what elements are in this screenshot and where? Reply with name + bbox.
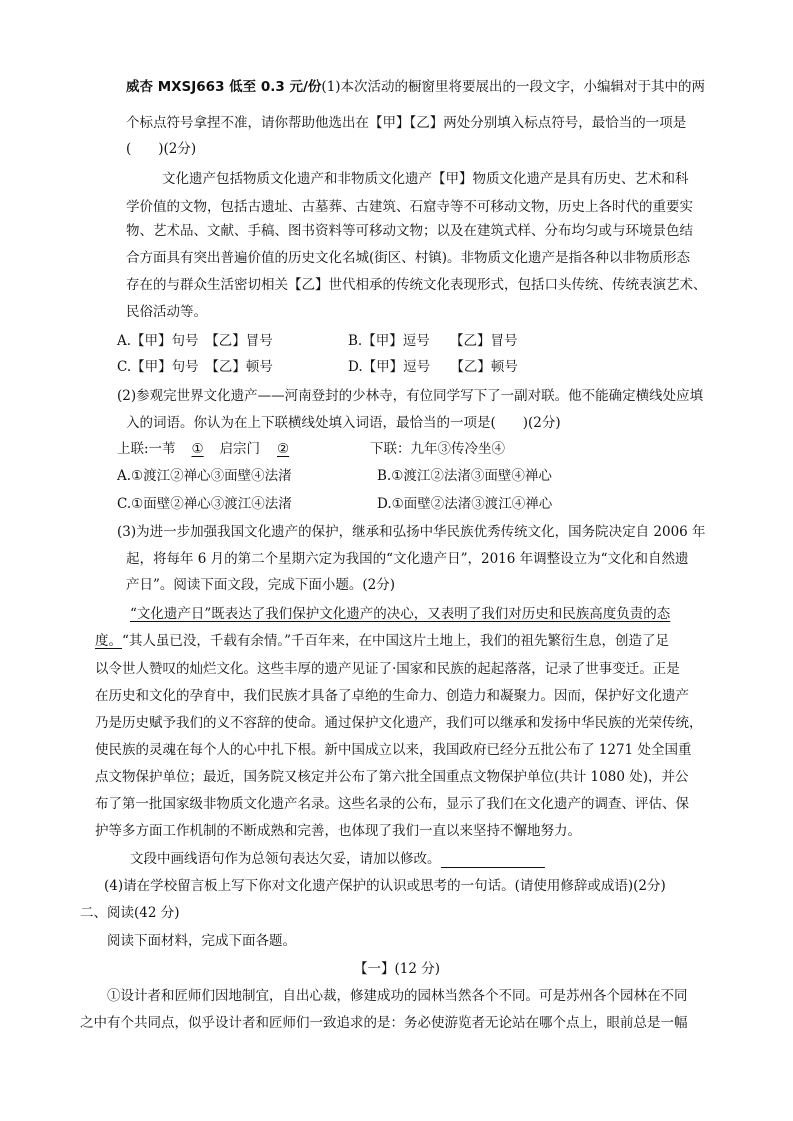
- q1-passage-line: 民俗活动等。: [126, 304, 207, 320]
- q2-option-c: C.①面壁②禅心③渡江④法渚: [117, 496, 292, 512]
- q3-passage-line: 在历史和文化的孕育中，我们民族才具备了卓绝的生命力、创造力和凝聚力。因而，保护好文化遗产: [95, 688, 689, 704]
- reading-line: 之中有个共同点，似乎设计者和匠师们一致追求的是：务必使游览者无论站在哪个点上，眼前总是一幅: [80, 1015, 688, 1031]
- q1-line2: 个标点符号拿捏不准，请你帮助他选出在【甲】【乙】两处分别填入标点符号，最恰当的一项是: [126, 115, 687, 131]
- q3-task: [130, 850, 545, 868]
- underlined-sentence: “文化遗产日”既表达了我们保护文化遗产的决心，又表明了我们对历史和民族高度负责的态: [130, 606, 671, 622]
- q2-option-a: A.①渡江②禅心③面壁④法渚: [117, 468, 292, 484]
- blank-2: ②: [277, 441, 290, 457]
- blank-1: ①: [191, 441, 204, 457]
- underlined-sentence-end: 度。: [95, 633, 122, 649]
- q2-line1: (2)参观完世界文化遗产——河南登封的少林寺，有位同学写下了一副对联。他不能确定横线处应填: [117, 388, 704, 404]
- q3-passage-line: 布了第一批国家级非物质文化遗产名录。这些名录的公布，显示了我们在文化遗产的调查、评估、保: [95, 796, 689, 812]
- q1-passage-line: 学价值的文物，包括古遗址、古墓葬、古建筑、石窟寺等不可移动文物，历史上各时代的重要实: [126, 199, 693, 215]
- answer-blank[interactable]: [441, 853, 545, 868]
- couplet-upper: [117, 440, 306, 458]
- q3-passage-line: 点文物保护单位；最近，国务院又核定并公布了第六批全国重点文物保护单位(共计 1080 处)，并公: [95, 769, 689, 785]
- q1-line3: ( )(2分): [126, 141, 197, 157]
- q2-option-d: D.①面壁②法渚③渡江④禅心: [377, 496, 553, 512]
- q2-line2: 入的词语。你认为在上下联横线处填入词语，最恰当的一项是( )(2分): [126, 415, 561, 431]
- q3-line1: (3)为进一步加强我国文化遗产的保护，继承和弘扬中华民族优秀传统文化，国务院决定自 2006 年: [117, 524, 706, 540]
- ad-text: 威杏 MXSJ663 低至 0.3 元/份: [126, 79, 322, 95]
- q3-passage-line: 以令世人赞叹的灿烂文化。这些丰厚的遗产见证了·国家和民族的起起落落，记录了世事变迁。正是: [95, 661, 680, 677]
- q3-passage-line: 使民族的灵魂在每个人的心中扎下根。新中国成立以来，我国政府已经分五批公布了 1271 处全国重: [95, 742, 692, 758]
- q1-option-d: D.【甲】逗号 【乙】顿号: [348, 359, 518, 375]
- couplet-lower: 下联：九年③传冷坐④: [370, 441, 505, 457]
- part-heading: 【一】(12 分): [354, 961, 441, 977]
- q1-passage-line: 物、艺术品、文献、手稿、图书资料等可移动文物；以及在建筑式样、分布均匀或与环境景色结: [126, 223, 693, 239]
- q3-passage-line: 护等多方面工作机制的不断成熟和完善，也体现了我们一直以来坚持不懈地努力。: [95, 823, 581, 839]
- q3-line3: 产日”。阅读下面文段，完成下面小题。(2分): [126, 577, 396, 593]
- q4-line1: (4)请在学校留言板上写下你对文化遗产保护的认识或思考的一句话。(请使用修辞或成语)(2分): [104, 878, 666, 894]
- q2-option-b: B.①渡江②法渚③面壁④禅心: [377, 468, 552, 484]
- q3-line2: 起，将每年 6 月的第二个星期六定为我国的“文化遗产日”，2016 年调整设立为“文化和自然遗: [126, 551, 689, 567]
- couplet-upper-start: 上联:一苇: [117, 441, 176, 457]
- couplet-upper-mid: 启宗门: [219, 441, 261, 457]
- q1-option-b: B.【甲】逗号 【乙】冒号: [348, 333, 518, 349]
- section-instruction: 阅读下面材料，完成下面各题。: [107, 933, 296, 949]
- q1-first-line: [126, 78, 705, 96]
- section-heading: 二、阅读(42 分): [80, 905, 180, 921]
- q1-option-c: C.【甲】句号 【乙】顿号: [117, 359, 273, 375]
- q3-passage-line: [95, 632, 669, 650]
- q1-option-a: A.【甲】句号 【乙】冒号: [117, 333, 273, 349]
- q1-passage-line: 存在的与群众生活密切相关【乙】世代相承的传统文化表现形式，包括口头传统、传统表演艺术、: [126, 277, 707, 293]
- q1-passage-line: 合方面具有突出普遍价值的历史文化名城(街区、村镇)。非物质文化遗产是指各种以非物质形态: [126, 250, 691, 266]
- q3-passage-text: “其人虽已没，千载有余情。”千百年来，在中国这片土地上，我们的祖先繁衍生息，创造了足: [122, 633, 670, 649]
- reading-line: ①设计者和匠师们因地制宜，自出心裁，修建成功的园林当然各个不同。可是苏州各个园林在不同: [107, 988, 688, 1004]
- q3-task-text: 文段中画线语句作为总领句表达欠妥，请加以修改。: [130, 851, 441, 867]
- q1-passage-line: 文化遗产包括物质文化遗产和非物质文化遗产【甲】物质文化遗产是具有历史、艺术和科: [162, 171, 689, 187]
- q3-passage-line: 乃是历史赋予我们的义不容辞的使命。通过保护文化遗产，我们可以继承和发扬中华民族的光荣传统，: [95, 715, 703, 731]
- q1-text: (1)本次活动的橱窗里将要展出的一段文字，小编辑对于其中的两: [321, 79, 706, 95]
